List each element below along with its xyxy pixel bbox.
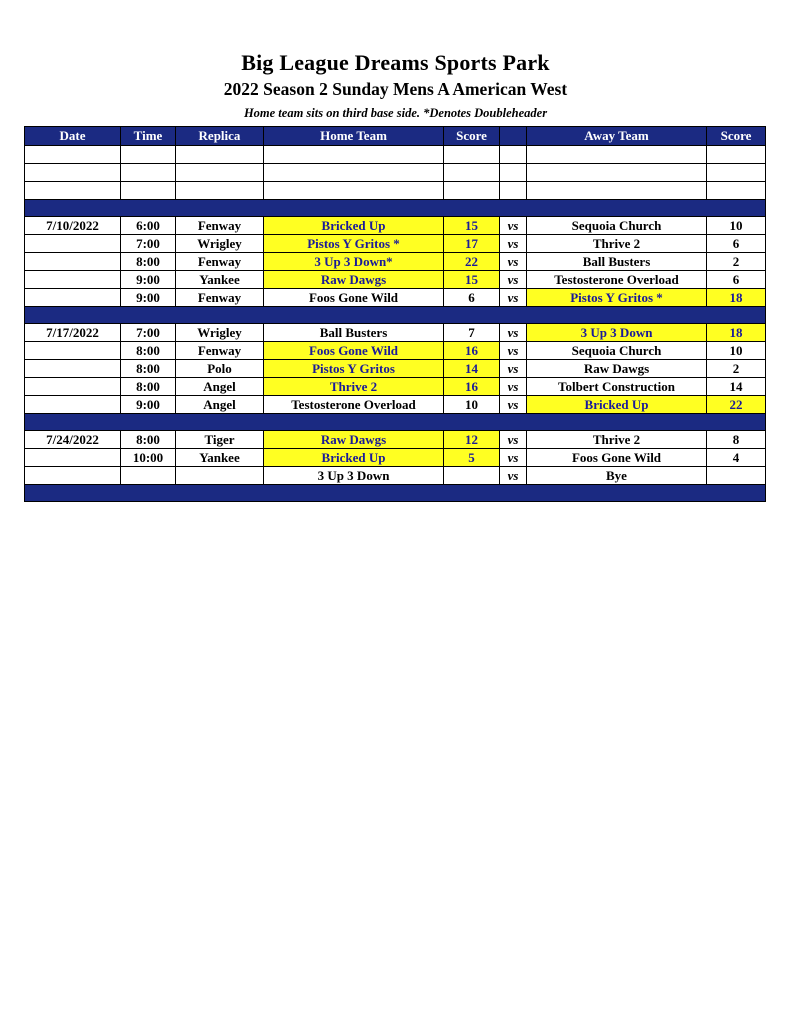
blank-cell [264,164,444,182]
blank-cell [25,146,121,164]
blank-cell [707,182,766,200]
blank-cell [527,146,707,164]
away-team: Pistos Y Gritos * [527,289,707,307]
game-replica: Fenway [176,289,264,307]
blank-row [25,146,766,164]
vs-label: vs [500,253,527,271]
page-subtitle: 2022 Season 2 Sunday Mens A American West [223,79,568,99]
game-row [25,449,766,467]
home-team: Bricked Up [264,217,444,235]
game-replica [176,467,264,485]
game-replica: Wrigley [176,324,264,342]
game-date [25,449,121,467]
home-score: 16 [444,378,500,396]
blank-cell [527,164,707,182]
away-team: 3 Up 3 Down [527,324,707,342]
game-date [25,360,121,378]
blank-cell [121,182,176,200]
blank-row [25,182,766,200]
blank-cell [121,164,176,182]
game-time: 7:00 [121,324,176,342]
blank-cell [500,164,527,182]
vs-label: vs [500,235,527,253]
game-row [25,342,766,360]
game-time: 8:00 [121,431,176,449]
col-header-date: Date [25,127,121,146]
away-team: Testosterone Overload [527,271,707,289]
home-score: 12 [444,431,500,449]
away-team: Thrive 2 [527,235,707,253]
game-time: 9:00 [121,271,176,289]
game-time: 9:00 [121,396,176,414]
game-time: 10:00 [121,449,176,467]
vs-label: vs [500,324,527,342]
home-team: Raw Dawgs [264,431,444,449]
vs-label: vs [500,467,527,485]
game-replica: Yankee [176,449,264,467]
away-score: 10 [707,217,766,235]
away-score: 2 [707,360,766,378]
schedule-table [24,126,766,502]
game-time: 8:00 [121,253,176,271]
week-separator [25,200,766,217]
away-team: Sequoia Church [527,342,707,360]
game-date [25,271,121,289]
away-score: 10 [707,342,766,360]
vs-label: vs [500,431,527,449]
blank-cell [444,182,500,200]
blank-cell [707,146,766,164]
blank-cell [527,182,707,200]
week-separator [25,307,766,324]
game-replica: Fenway [176,342,264,360]
game-replica: Polo [176,360,264,378]
game-date [25,396,121,414]
game-time [121,467,176,485]
game-time: 8:00 [121,342,176,360]
home-team: Testosterone Overload [264,396,444,414]
game-row [25,360,766,378]
col-header-away-team: Away Team [527,127,707,146]
col-header-home-score: Score [444,127,500,146]
game-time: 7:00 [121,235,176,253]
blank-cell [707,164,766,182]
col-header-home-team: Home Team [264,127,444,146]
separator-bar [25,200,766,217]
home-team: Foos Gone Wild [264,289,444,307]
game-date [25,378,121,396]
vs-label: vs [500,217,527,235]
separator-bar [25,414,766,431]
home-score: 22 [444,253,500,271]
col-header-away-score: Score [707,127,766,146]
schedule-note: Home team sits on third base side. *Denotes Doubleheader [243,106,548,120]
blank-cell [444,164,500,182]
game-replica: Yankee [176,271,264,289]
home-team: Ball Busters [264,324,444,342]
game-time: 6:00 [121,217,176,235]
week-separator [25,485,766,502]
game-row [25,324,766,342]
separator-bar [25,485,766,502]
away-score: 18 [707,324,766,342]
blank-cell [25,182,121,200]
away-score [707,467,766,485]
home-team: Thrive 2 [264,378,444,396]
away-team: Bricked Up [527,396,707,414]
game-replica: Tiger [176,431,264,449]
game-replica: Wrigley [176,235,264,253]
schedule-body [25,146,766,502]
away-team: Thrive 2 [527,431,707,449]
vs-label: vs [500,378,527,396]
blank-cell [176,164,264,182]
game-row [25,271,766,289]
game-row [25,217,766,235]
game-time: 8:00 [121,360,176,378]
game-row [25,431,766,449]
game-date [25,253,121,271]
home-score: 10 [444,396,500,414]
page-title: Big League Dreams Sports Park [241,50,550,75]
home-team: Foos Gone Wild [264,342,444,360]
blank-cell [176,182,264,200]
blank-cell [264,146,444,164]
vs-label: vs [500,396,527,414]
home-team: 3 Up 3 Down* [264,253,444,271]
away-score: 6 [707,271,766,289]
separator-bar [25,307,766,324]
blank-cell [264,182,444,200]
blank-cell [444,146,500,164]
game-row [25,396,766,414]
home-team: 3 Up 3 Down [264,467,444,485]
away-team: Foos Gone Wild [527,449,707,467]
game-date: 7/24/2022 [25,431,121,449]
away-score: 2 [707,253,766,271]
home-score: 5 [444,449,500,467]
game-date [25,467,121,485]
game-row [25,235,766,253]
game-time: 8:00 [121,378,176,396]
away-score: 6 [707,235,766,253]
game-replica: Angel [176,378,264,396]
vs-label: vs [500,360,527,378]
away-team: Raw Dawgs [527,360,707,378]
away-score: 4 [707,449,766,467]
game-replica: Fenway [176,217,264,235]
game-date [25,342,121,360]
blank-cell [176,146,264,164]
vs-label: vs [500,271,527,289]
game-date: 7/10/2022 [25,217,121,235]
col-header-replica: Replica [176,127,264,146]
game-row [25,467,766,485]
blank-cell [500,182,527,200]
game-row [25,378,766,396]
game-row [25,289,766,307]
vs-label: vs [500,449,527,467]
blank-cell [121,146,176,164]
away-score: 8 [707,431,766,449]
game-date [25,289,121,307]
home-score: 17 [444,235,500,253]
game-date [25,235,121,253]
home-score [444,467,500,485]
away-score: 22 [707,396,766,414]
game-replica: Fenway [176,253,264,271]
away-team: Tolbert Construction [527,378,707,396]
home-team: Pistos Y Gritos * [264,235,444,253]
game-date: 7/17/2022 [25,324,121,342]
home-score: 7 [444,324,500,342]
home-team: Raw Dawgs [264,271,444,289]
away-score: 14 [707,378,766,396]
away-team: Ball Busters [527,253,707,271]
blank-row [25,164,766,182]
blank-cell [500,146,527,164]
header-row [25,127,766,146]
game-replica: Angel [176,396,264,414]
col-header-vs [500,127,527,146]
home-score: 15 [444,271,500,289]
home-score: 16 [444,342,500,360]
vs-label: vs [500,342,527,360]
vs-label: vs [500,289,527,307]
away-score: 18 [707,289,766,307]
away-team: Bye [527,467,707,485]
home-team: Pistos Y Gritos [264,360,444,378]
game-time: 9:00 [121,289,176,307]
game-row [25,253,766,271]
away-team: Sequoia Church [527,217,707,235]
blank-cell [25,164,121,182]
home-team: Bricked Up [264,449,444,467]
home-score: 14 [444,360,500,378]
col-header-time: Time [121,127,176,146]
home-score: 6 [444,289,500,307]
home-score: 15 [444,217,500,235]
week-separator [25,414,766,431]
